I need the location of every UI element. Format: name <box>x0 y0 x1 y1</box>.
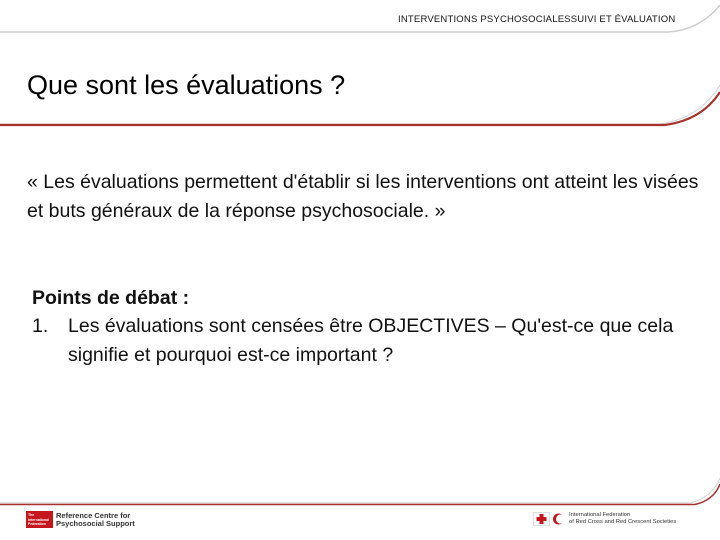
logo-left-text <box>56 512 135 528</box>
evaluation-quote: « Les évaluations permettent d'établir si les interventions ont atteint les visées et buts généraux de la réponse psychosociale. » <box>27 171 699 222</box>
red-cross-icon <box>533 512 550 526</box>
header-text: INTERVENTIONS PSYCHOSOCIALESSUIVI ET ÉVALUATION <box>398 14 676 25</box>
footer-rule-grey <box>0 478 720 503</box>
list-item-number: 1. <box>32 315 49 337</box>
list-item-text: Les évaluations sont censées être OBJECTIVES – Qu'est-ce que cela signifie et pourquoi est-ce important ? <box>68 315 674 366</box>
logo-left-line2: Psychosocial Support <box>56 518 135 528</box>
logo-left-line1: Reference Centre for <box>56 510 131 520</box>
reference-centre-logo <box>26 511 135 528</box>
logo-right-line2: of Red Cross and Red Crescent Societies <box>569 519 677 525</box>
ifrc-logo <box>533 512 719 526</box>
red-crescent-icon <box>552 512 565 526</box>
list-item <box>32 312 712 370</box>
debate-list <box>32 312 712 370</box>
logo-box <box>26 511 53 528</box>
debate-section <box>32 284 712 370</box>
logo-right-line1: International Federation <box>569 512 631 518</box>
slide-title: Que sont les évaluations ? <box>27 70 346 100</box>
logo-right-text <box>569 512 719 526</box>
debate-title: Points de débat : <box>32 287 190 309</box>
footer-rule-red <box>0 484 720 505</box>
logo-box-text: The International Federation <box>28 513 50 526</box>
